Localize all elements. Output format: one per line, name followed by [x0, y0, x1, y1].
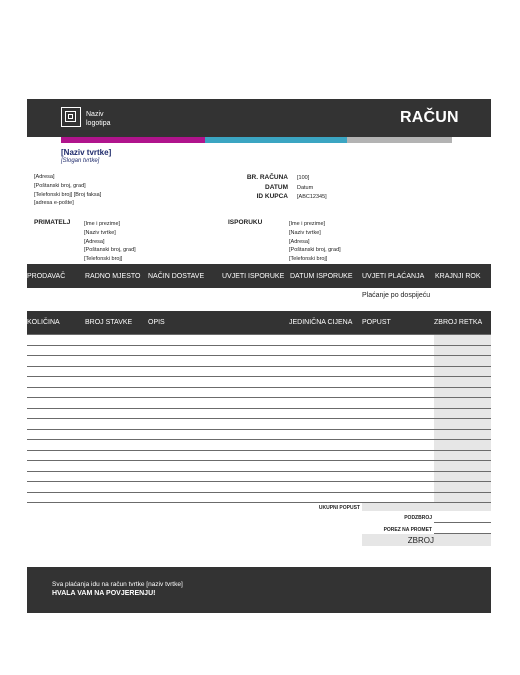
shipping-label: ISPORUKU	[228, 219, 263, 226]
invoice-title: RAČUN	[400, 109, 459, 126]
payment-terms-value[interactable]: Plaćanje po dospijeću	[362, 292, 431, 299]
header-unit-price: JEDINIČNA CIJENA	[289, 319, 353, 326]
footer-thanks: HVALA VAM NA POVJERENJU!	[52, 590, 156, 597]
table-row	[27, 345, 491, 346]
table-row	[27, 492, 491, 493]
header-item-number: BROJ STAVKE	[85, 319, 133, 326]
recipient-name[interactable]: [Ime i prezime]	[84, 221, 121, 227]
invoice-meta-values	[297, 174, 327, 203]
invoice-number-value[interactable]: [100]	[297, 175, 310, 181]
header-job: RADNO MJESTO	[85, 273, 141, 280]
header-due-date: KRAJNJI ROK	[435, 273, 481, 280]
grand-total-label: ZBROJ	[407, 536, 434, 545]
sender-email[interactable]: [adresa e-pošte]	[34, 200, 74, 207]
recipient-city[interactable]: [Poštanski broj, grad]	[84, 247, 136, 254]
company-name[interactable]: [Naziv tvrtke]	[61, 148, 112, 157]
shipping-city[interactable]: [Poštanski broj, grad]	[289, 247, 341, 254]
logo-line2: logotipa	[86, 120, 111, 127]
table-row	[27, 397, 491, 398]
table-row	[27, 355, 491, 356]
table-row	[27, 334, 491, 335]
table-row	[27, 376, 491, 377]
table-row	[27, 460, 491, 461]
accent-stripe-magenta	[61, 137, 205, 143]
items-table-header	[27, 311, 491, 334]
logo-line1: Naziv	[86, 111, 104, 118]
shipping-table-header	[27, 264, 491, 288]
recipient-phone[interactable]: [Telefonski broj]	[84, 256, 123, 263]
header-payment-terms: UVJETI PLAĆANJA	[362, 273, 425, 280]
shipping-address	[289, 220, 341, 264]
table-row	[27, 366, 491, 367]
table-row	[27, 387, 491, 388]
total-discount-cell	[362, 503, 491, 511]
header-line-total: ZBROJ RETKA	[434, 319, 483, 326]
subtotal-line	[434, 522, 491, 523]
table-row	[27, 481, 491, 482]
recipient-street[interactable]: [Adresa]	[84, 238, 105, 245]
recipient-company[interactable]: [Naziv tvrtke]	[84, 229, 116, 236]
company-slogan[interactable]: [Slogan tvrtke]	[61, 158, 100, 164]
table-row	[27, 450, 491, 451]
header-discount: POPUST	[362, 319, 391, 326]
sender-city[interactable]: [Poštanski broj, grad]	[34, 182, 86, 189]
table-row	[27, 471, 491, 472]
table-row	[27, 439, 491, 440]
shipping-phone[interactable]: [Telefonski broj]	[289, 256, 328, 263]
accent-stripe-teal	[205, 137, 347, 143]
recipient-label: PRIMATELJ	[34, 219, 71, 226]
table-row	[27, 418, 491, 419]
accent-stripe-gray	[347, 137, 452, 143]
recipient-address	[84, 220, 136, 264]
header-shipping-terms: UVJETI ISPORUKE	[222, 273, 285, 280]
invoice-meta-labels	[226, 173, 288, 202]
footer-payment-note: Sva plaćanja idu na račun tvrtke [naziv tvrtke]	[52, 581, 183, 588]
header-shipping-method: NAČIN DOSTAVE	[148, 273, 205, 280]
table-row	[27, 429, 491, 430]
sender-address	[34, 173, 101, 208]
shipping-street[interactable]: [Adresa]	[289, 238, 310, 245]
header-seller: PRODAVAČ	[27, 273, 66, 280]
header-description: OPIS	[148, 319, 165, 326]
shipping-company[interactable]: [Naziv tvrtke]	[289, 229, 321, 236]
header-quantity: KOLIČINA	[27, 319, 60, 326]
date-label: DATUM	[265, 183, 288, 191]
sender-address-line[interactable]: [Adresa]	[34, 174, 55, 180]
date-value[interactable]: Datum	[297, 184, 314, 191]
header-delivery-date: DATUM ISPORUKE	[290, 273, 353, 280]
invoice-number-label: BR. RAČUNA	[246, 174, 288, 181]
logo-icon	[61, 107, 81, 127]
table-row	[27, 408, 491, 409]
tax-label: POREZ NA PROMET	[383, 527, 432, 533]
shipping-name[interactable]: [Ime i prezime]	[289, 221, 326, 227]
sender-phone-fax[interactable]: [Telefonski broj] [Broj faksa]	[34, 191, 102, 198]
customer-id-value[interactable]: [ABC12345]	[297, 194, 327, 200]
logo-text	[86, 110, 111, 128]
total-discount-label: UKUPNI POPUST	[318, 505, 360, 511]
subtotal-label: PODZBROJ	[404, 515, 432, 521]
customer-id-label: ID KUPCA	[256, 193, 288, 200]
